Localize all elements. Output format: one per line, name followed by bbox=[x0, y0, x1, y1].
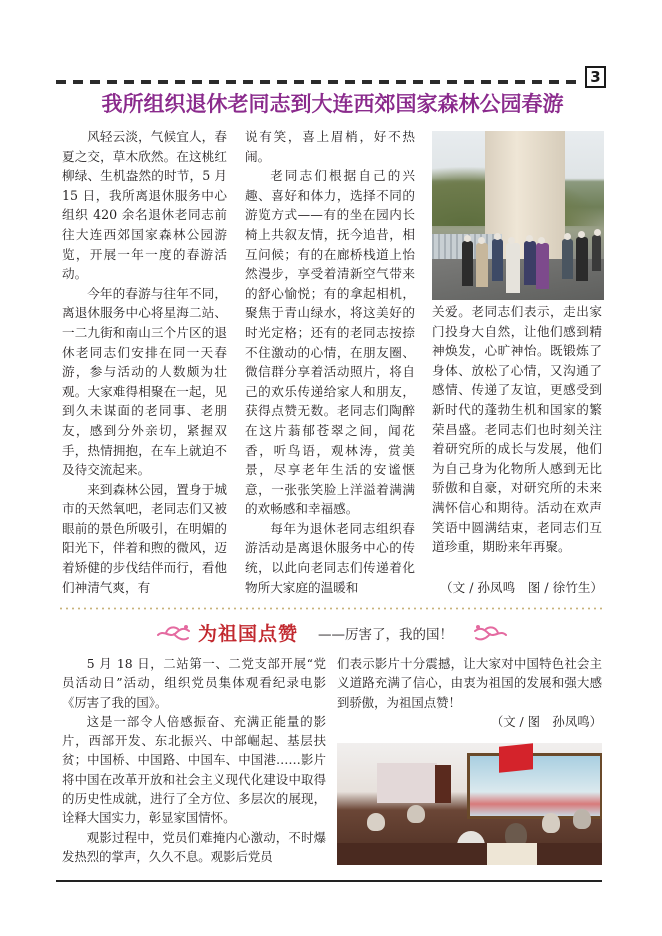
section-title-main: 为祖国点赞 bbox=[198, 623, 299, 645]
article2-column-2 bbox=[337, 654, 602, 731]
article1-credit: （文 / 孙凤鸣 图 / 徐竹生） bbox=[440, 580, 604, 595]
page-number: 3 bbox=[585, 66, 606, 88]
footer-rule bbox=[56, 880, 602, 882]
paragraph: 每年为退休老同志组织春游活动是离退休服务中心的传统，以此向老同志们传递着化物所大家庭的温暖和 bbox=[245, 520, 415, 595]
section-dotted-divider bbox=[58, 607, 604, 610]
paragraph: 风轻云淡，气候宜人，春夏之交，草木欣然。在这桃红柳绿、生机盎然的时节，5 月 15 日，我所离退休服务中心组织 420 余名退休老同志前往大连西郊国家森林公园游览，开展一年一度的春游活动。 bbox=[62, 129, 227, 282]
paragraph: 老同志们根据自己的兴趣、喜好和体力，选择不同的游览方式——有的坐在园内长椅上共叙友情，抚今追昔，相互问候；有的在廊桥栈道上怡然漫步，享受着清新空气带来的舒心愉悦；有的拿起相机，聚焦于青山绿水，将这美好的时光定格；还有的老同志按捺不住激动的心情，在朋友圈、微信群分享着活动照片，将自己的欢乐传递给家人和朋友，获得点赞无数。老同志们陶醉在这片蓊郁苍翠之间，闻花香，听鸟语，观林涛，赏美景，尽享老年生活的安谧惬意，一张张笑脸上洋溢着满满的欢畅感和幸福感。 bbox=[245, 168, 415, 517]
flourish-left-icon bbox=[156, 623, 192, 645]
section-title bbox=[150, 621, 510, 647]
header-dash-rule bbox=[56, 80, 576, 84]
paragraph: 观影过程中，党员们难掩内心激动，不时爆发热烈的掌声，久久不息。观影后党员 bbox=[62, 829, 326, 864]
film-screening-photo bbox=[337, 743, 602, 865]
article1-column-2 bbox=[245, 127, 415, 597]
section-title-tagline: ——厉害了，我的国！ bbox=[318, 627, 453, 643]
article1-column-1 bbox=[62, 127, 227, 597]
paragraph: 来到森林公园，置身于城市的天然氧吧，老同志们又被眼前的景色所吸引，在明媚的阳光下，伴着和煦的微风，迈着矫健的步伐结伴而行，看他们神清气爽，有 bbox=[62, 481, 227, 595]
paragraph: 们表示影片十分震撼，让大家对中国特色社会主义道路充满了信心，由衷为祖国的发展和强大感到骄傲，为祖国点赞！ bbox=[337, 656, 602, 710]
article2-credit: （文 / 图 孙凤鸣） bbox=[490, 713, 602, 729]
flourish-right-icon bbox=[472, 623, 508, 645]
paragraph: 关爱。老同志们表示，走出家门投身大自然，让他们感到精神焕发，心旷神怡。既锻炼了身体、放松了心情，又沟通了感情、传递了友谊，更感受到新时代的蓬勃生机和国家的繁荣昌盛。老同志们也时刻关注着研究所的成长与发展，他们为自己身为化物所人感到无比骄傲和自豪，对研究所的未来满怀信心和期待。活动在欢声笑语中圆满结束，老同志们互道珍重，期盼来年再聚。 bbox=[432, 304, 602, 555]
paragraph: 说有笑，喜上眉梢，好不热闹。 bbox=[245, 129, 415, 164]
article-headline: 我所组织退休老同志到大连西郊国家森林公园春游 bbox=[101, 92, 564, 116]
paragraph: 这是一部令人倍感振奋、充满正能量的影片，西部开发、东北振兴、中部崛起、基层扶贫；中国桥、中国路、中国车、中国港……影片将中国在改革开放和社会主义现代化建设中取得的历史性成就，进行了全方位、多层次的展现，诠释大国实力，彰显家国情怀。 bbox=[62, 713, 326, 826]
article1-column-3 bbox=[432, 302, 602, 557]
paragraph: 5 月 18 日，二站第一、二党支部开展“党员活动日”活动，组织党员集体观看纪录电影《厉害了我的国》。 bbox=[62, 656, 326, 710]
article2-column-1 bbox=[62, 654, 326, 866]
paragraph: 今年的春游与往年不同，离退休服务中心将星海二站、一二九街和南山三个片区的退休老同志们安排在同一天春游，参与活动的人数颇为壮观。大家难得相聚在一起，见到久未谋面的老同事、老朋友，感到分外亲切，紧握双手，热情拥抱，在车上就迫不及待交流起来。 bbox=[62, 285, 227, 478]
spring-outing-photo bbox=[432, 131, 604, 300]
